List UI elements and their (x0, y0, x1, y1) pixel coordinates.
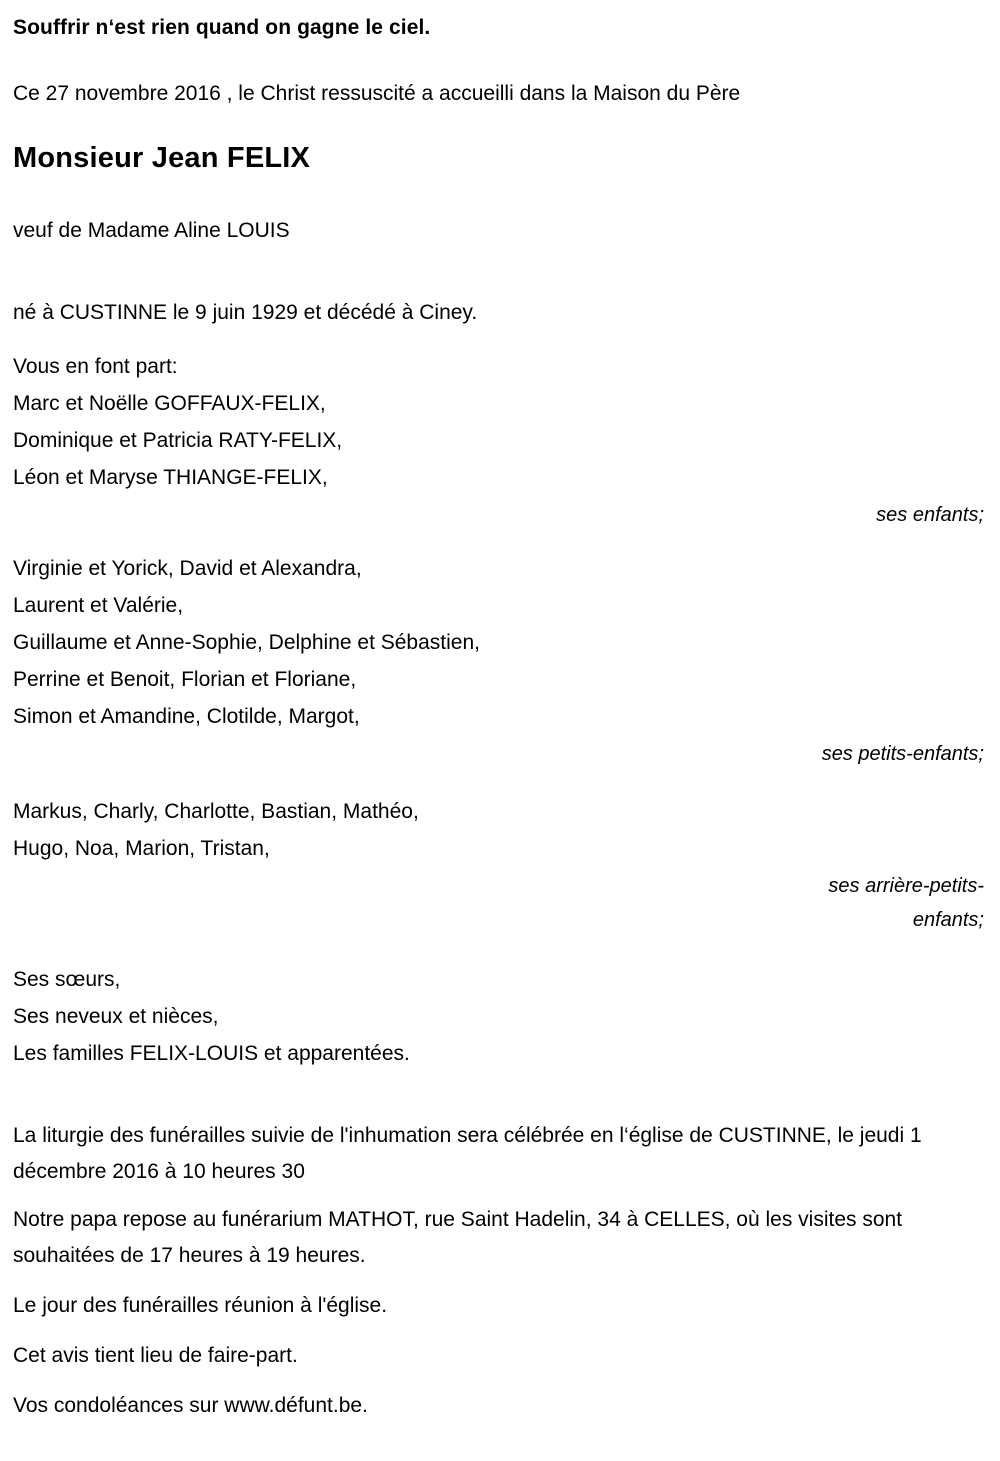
list-item: Les familles FELIX-LOUIS et apparentées. (13, 1042, 410, 1065)
list-item: Ses neveux et nièces, (13, 1005, 219, 1028)
list-item: Léon et Maryse THIANGE-FELIX, (13, 466, 328, 489)
list-item: Marc et Noëlle GOFFAUX-FELIX, (13, 392, 326, 415)
announcement-lead: Vous en font part: (13, 355, 178, 378)
service-detail-notice-statement: Cet avis tient lieu de faire-part. (13, 1344, 298, 1367)
epitaph-line: Souffrir n‘est rien quand on gagne le ciel. (13, 16, 431, 39)
intro-paragraph: Ce 27 novembre 2016 , le Christ ressuscité a accueilli dans la Maison du Père (13, 82, 741, 105)
relation-label-grandchildren: ses petits-enfants; (821, 743, 984, 765)
relation-label-great-grandchildren-line1: ses arrière-petits- (828, 875, 984, 897)
service-detail-gathering: Le jour des funérailles réunion à l'église. (13, 1294, 388, 1317)
grandchildren-group (13, 550, 988, 771)
service-detail-liturgy: La liturgie des funérailles suivie de l'inhumation sera célébrée en l‘église de CUSTINNE, le jeudi 1 décembre 2016 à 10 heures 30 (13, 1124, 922, 1183)
service-detail-condolences: Vos condoléances sur www.défunt.be. (13, 1394, 368, 1417)
deceased-name-heading: Monsieur Jean FELIX (13, 142, 311, 174)
birth-death-line: né à CUSTINNE le 9 juin 1929 et décédé à Ciney. (13, 301, 478, 324)
list-item: Laurent et Valérie, (13, 594, 184, 617)
list-item: Ses sœurs, (13, 968, 121, 991)
relation-label-children: ses enfants; (876, 504, 984, 526)
great-grandchildren-group (13, 793, 988, 937)
list-item: Dominique et Patricia RATY-FELIX, (13, 429, 343, 452)
relation-label-great-grandchildren-line2: enfants; (912, 909, 984, 931)
children-group (13, 385, 988, 532)
list-item: Simon et Amandine, Clotilde, Margot, (13, 705, 360, 728)
list-item: Virginie et Yorick, David et Alexandra, (13, 557, 362, 580)
service-detail-funeral-home: Notre papa repose au funérarium MATHOT, rue Saint Hadelin, 34 à CELLES, où les visites sont souhaitées de 17 heures à 19 heures. (13, 1208, 903, 1267)
list-item: Hugo, Noa, Marion, Tristan, (13, 837, 270, 860)
list-item: Perrine et Benoit, Florian et Floriane, (13, 668, 357, 691)
spouse-line: veuf de Madame Aline LOUIS (13, 219, 290, 242)
list-item: Markus, Charly, Charlotte, Bastian, Mathéo, (13, 800, 419, 823)
list-item: Guillaume et Anne-Sophie, Delphine et Sébastien, (13, 631, 480, 654)
other-family-group (13, 961, 988, 1072)
